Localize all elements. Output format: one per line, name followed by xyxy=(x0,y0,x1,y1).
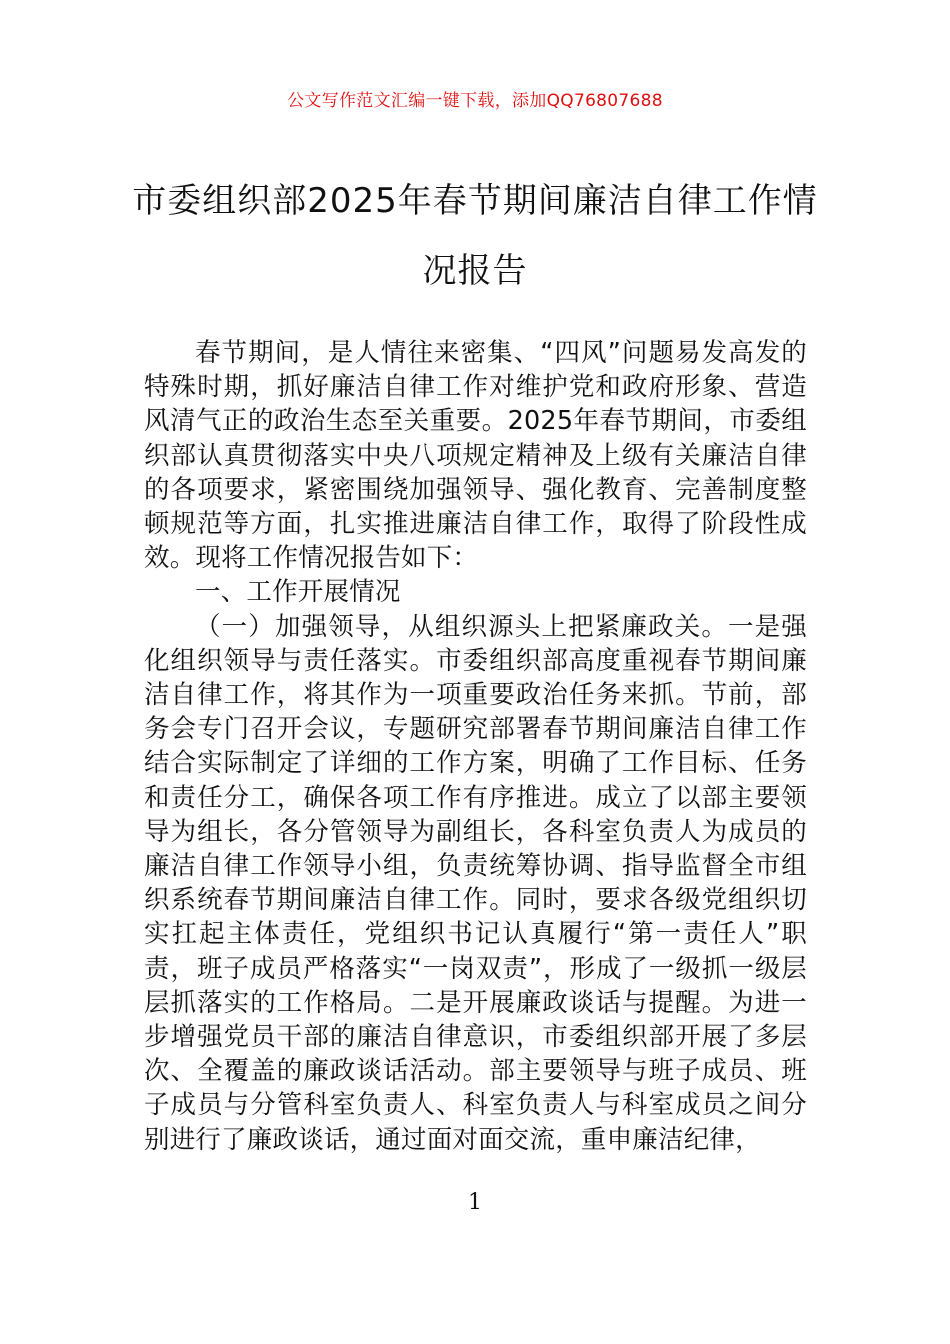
document-title: 市委组织部2025年春节期间廉洁自律工作情况报告 xyxy=(132,181,818,291)
intro-paragraph: 春节期间，是人情往来密集、“四风”问题易发高发的特殊时期，抓好廉洁自律工作对维护党和政府形象、营造风清气正的政治生态至关重要。2025年春节期间，市委组织部认真贯彻落实中央八项规定精神及上级有关廉洁自律的各项要求，紧密围绕加强领导、强化教育、完善制度整顿规范等方面，扎实推进廉洁自律工作，取得了阶段性成效。现将工作情况报告如下： xyxy=(144,338,807,574)
page-number: 1 xyxy=(468,1190,482,1215)
document-body xyxy=(144,336,807,1157)
body-paragraph: （一）加强领导，从组织源头上把紧廉政关。一是强化组织领导与责任落实。市委组织部高度重视春节期间廉洁自律工作，将其作为一项重要政治任务来抓。节前，部务会专门召开会议，专题研究部署春节期间廉洁自律工作结合实际制定了详细的工作方案，明确了工作目标、任务和责任分工，确保各项工作有序推进。成立了以部主要领导为组长，各分管领导为副组长，各科室负责人为成员的廉洁自律工作领导小组，负责统筹协调、指导监督全市组织系统春节期间廉洁自律工作。同时，要求各级党组织切实扛起主体责任，党组织书记认真履行“第一责任人”职责，班子成员严格落实“一岗双责”，形成了一级抓一级层层抓落实的工作格局。二是开展廉政谈话与提醒。为进一步增强党员干部的廉洁自律意识，市委组织部开展了多层次、全覆盖的廉政谈话活动。部主要领导与班子成员、班子成员与分管科室负责人、科室负责人与科室成员之间分别进行了廉政谈话，通过面对面交流，重申廉洁纪律， xyxy=(144,611,807,1155)
download-banner: 公文写作范文汇编一键下载，添加QQ76807688 xyxy=(287,91,663,111)
section-heading: 一、工作开展情况 xyxy=(195,577,401,608)
